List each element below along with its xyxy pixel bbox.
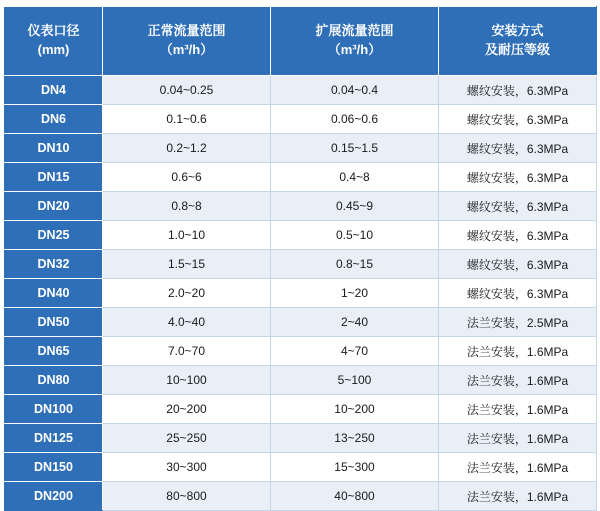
column-header-installation-line2: 及耐压等级: [484, 42, 550, 57]
cell-installation: 法兰安装，1.6MPa: [439, 453, 597, 482]
cell-normal-range: 1.5~15: [103, 250, 271, 279]
cell-normal-range: 0.04~0.25: [103, 76, 271, 105]
cell-diameter: DN100: [5, 395, 103, 424]
cell-extended-range: 1~20: [271, 279, 439, 308]
cell-extended-range: 4~70: [271, 337, 439, 366]
table-row: [5, 366, 597, 395]
cell-diameter: DN32: [5, 250, 103, 279]
cell-normal-range: 7.0~70: [103, 337, 271, 366]
cell-extended-range: 15~300: [271, 453, 439, 482]
cell-installation: 法兰安装，1.6MPa: [439, 424, 597, 453]
cell-installation: 螺纹安装，6.3MPa: [439, 279, 597, 308]
cell-installation: 螺纹安装，6.3MPa: [439, 76, 597, 105]
cell-diameter: DN50: [5, 308, 103, 337]
table-row: [5, 308, 597, 337]
cell-installation: 螺纹安装，6.3MPa: [439, 192, 597, 221]
cell-normal-range: 0.8~8: [103, 192, 271, 221]
cell-installation: 法兰安装，2.5MPa: [439, 308, 597, 337]
table-row: [5, 395, 597, 424]
cell-diameter: DN200: [5, 482, 103, 511]
table-row: [5, 192, 597, 221]
header-row: [5, 7, 597, 76]
table-row: [5, 134, 597, 163]
column-header-diameter-line1: 仪表口径: [27, 23, 80, 39]
cell-extended-range: 0.06~0.6: [271, 105, 439, 134]
table-row: [5, 337, 597, 366]
column-header-diameter-line2: (mm): [37, 42, 70, 57]
cell-installation: 法兰安装，1.6MPa: [439, 337, 597, 366]
table-body: [5, 76, 597, 511]
cell-extended-range: 0.4~8: [271, 163, 439, 192]
cell-normal-range: 30~300: [103, 453, 271, 482]
table-row: [5, 76, 597, 105]
flow-meter-spec-table: [4, 6, 597, 511]
cell-extended-range: 10~200: [271, 395, 439, 424]
cell-installation: 法兰安装，1.6MPa: [439, 395, 597, 424]
cell-installation: 螺纹安装，6.3MPa: [439, 250, 597, 279]
cell-normal-range: 0.2~1.2: [103, 134, 271, 163]
cell-normal-range: 2.0~20: [103, 279, 271, 308]
cell-installation: 螺纹安装，6.3MPa: [439, 221, 597, 250]
table-row: [5, 279, 597, 308]
cell-diameter: DN125: [5, 424, 103, 453]
cell-installation: 螺纹安装，6.3MPa: [439, 163, 597, 192]
column-header-normal-range-line2: （m³/h）: [159, 42, 214, 57]
cell-diameter: DN40: [5, 279, 103, 308]
cell-installation: 法兰安装，1.6MPa: [439, 366, 597, 395]
column-header-extended-range-line1: 扩展流量范围: [315, 23, 394, 39]
table-row: [5, 163, 597, 192]
cell-diameter: DN15: [5, 163, 103, 192]
column-header-installation: [439, 7, 597, 76]
cell-normal-range: 4.0~40: [103, 308, 271, 337]
column-header-extended-range-line2: （m³/h）: [327, 42, 382, 57]
cell-normal-range: 0.6~6: [103, 163, 271, 192]
cell-diameter: DN10: [5, 134, 103, 163]
cell-installation: 螺纹安装，6.3MPa: [439, 134, 597, 163]
cell-extended-range: 40~800: [271, 482, 439, 511]
cell-normal-range: 0.1~0.6: [103, 105, 271, 134]
cell-extended-range: 2~40: [271, 308, 439, 337]
column-header-normal-range-line1: 正常流量范围: [147, 23, 226, 39]
cell-installation: 螺纹安装，6.3MPa: [439, 105, 597, 134]
cell-diameter: DN6: [5, 105, 103, 134]
cell-diameter: DN80: [5, 366, 103, 395]
column-header-extended-range: [271, 7, 439, 76]
cell-extended-range: 0.15~1.5: [271, 134, 439, 163]
cell-diameter: DN4: [5, 76, 103, 105]
cell-normal-range: 25~250: [103, 424, 271, 453]
cell-diameter: DN20: [5, 192, 103, 221]
cell-normal-range: 80~800: [103, 482, 271, 511]
cell-normal-range: 1.0~10: [103, 221, 271, 250]
cell-diameter: DN25: [5, 221, 103, 250]
column-header-diameter: [5, 7, 103, 76]
cell-extended-range: 0.8~15: [271, 250, 439, 279]
cell-diameter: DN65: [5, 337, 103, 366]
cell-diameter: DN150: [5, 453, 103, 482]
table-row: [5, 105, 597, 134]
cell-normal-range: 10~100: [103, 366, 271, 395]
table-row: [5, 221, 597, 250]
column-header-normal-range: [103, 7, 271, 76]
column-header-installation-line1: 安装方式: [491, 23, 544, 39]
table-row: [5, 453, 597, 482]
table-row: [5, 250, 597, 279]
cell-extended-range: 0.45~9: [271, 192, 439, 221]
table-row: [5, 424, 597, 453]
table-header: [5, 7, 597, 76]
cell-normal-range: 20~200: [103, 395, 271, 424]
cell-extended-range: 0.04~0.4: [271, 76, 439, 105]
table-row: [5, 482, 597, 511]
cell-installation: 法兰安装，1.6MPa: [439, 482, 597, 511]
cell-extended-range: 0.5~10: [271, 221, 439, 250]
cell-extended-range: 13~250: [271, 424, 439, 453]
cell-extended-range: 5~100: [271, 366, 439, 395]
